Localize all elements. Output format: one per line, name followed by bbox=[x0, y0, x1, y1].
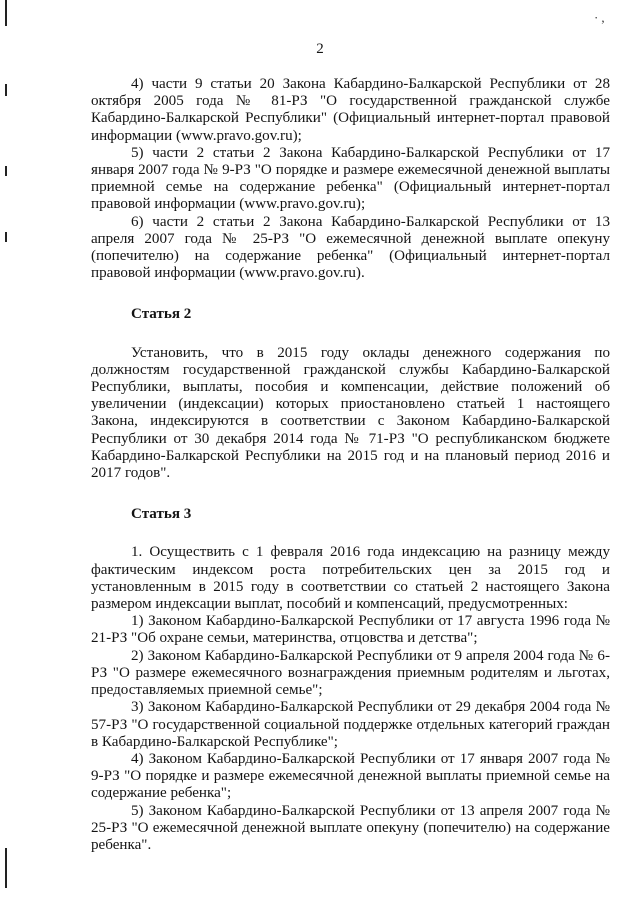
document-body bbox=[91, 76, 610, 854]
article-3-item: 4) Законом Кабардино-Балкарской Республики от 17 января 2007 года № 9-РЗ "О порядке и размере ежемесячной денежной выплаты приемной семье на содержание ребенка"; bbox=[91, 750, 610, 802]
scan-edge-mark bbox=[5, 166, 7, 176]
article-3-item: 3) Законом Кабардино-Балкарской Республики от 29 декабря 2004 года № 57-РЗ "О государственной социальной поддержке отдельных категорий граждан в Кабардино-Балкарской Республике"; bbox=[91, 699, 610, 750]
article-3-item: 5) Законом Кабардино-Балкарской Республики от 13 апреля 2007 года № 25-РЗ "О ежемесячной денежной выплате опекуну (попечителю) на содержание ребенка". bbox=[91, 802, 610, 853]
article-2-heading: Статья 2 bbox=[131, 306, 192, 323]
scan-edge-mark bbox=[5, 848, 7, 888]
scan-edge-mark bbox=[5, 0, 7, 26]
article-3-heading: Статья 3 bbox=[131, 506, 192, 523]
amended-law-item: 6) части 2 статьи 2 Закона Кабардино-Балкарской Республики от 13 апреля 2007 года № 25-РЗ "О ежемесячной денежной выплате опекуну (попечителю) на содержание ребенка" (Официальный интернет-портал правовой информации (www.pravo.gov.ru). bbox=[91, 213, 610, 282]
amended-law-item: 4) части 9 статьи 20 Закона Кабардино-Балкарской Республики от 28 октября 2005 года № 81-РЗ "О государственной гражданской службе Кабардино-Балкарской Республики" (Официальный интернет-портал правовой информации (www.pravo.gov.ru); bbox=[91, 76, 610, 144]
amended-law-item: 5) части 2 статьи 2 Закона Кабардино-Балкарской Республики от 17 января 2007 года № 9-РЗ "О порядке и размере ежемесячной денежной выплаты приемной семье на содержание ребенка" (Официальный интернет-портал правовой информации (www.pravo.gov.ru); bbox=[91, 144, 610, 213]
page-number: 2 bbox=[316, 41, 324, 57]
article-2-text: Установить, что в 2015 году оклады денежного содержания по должностям государственной гражданской службы Кабардино-Балкарской Республики, выплаты, пособия и компенсации, действие положений об увеличении (индексации) которых приостановлено статьей 1 настоящего Закона, индексируются в соответствии с Законом Кабардино-Балкарской Республики от 30 декабря 2014 года № 71-РЗ "О республиканском бюджете Кабардино-Балкарской Республики на 2015 год и на плановый период 2016 и 2017 годов". bbox=[91, 344, 610, 482]
scan-edge-mark bbox=[5, 232, 7, 242]
article-3-intro: 1. Осуществить с 1 февраля 2016 года индексацию на разницу между фактическим индексом роста потребительских цен за 2015 год и установленным в 2015 году в соответствии со статьей 2 настоящего Закона размером индексации выплат, пособий и компенсаций, предусмотренных: bbox=[91, 544, 610, 613]
article-3-item: 2) Законом Кабардино-Балкарской Республики от 9 апреля 2004 года № 6-РЗ "О размере ежемесячного вознаграждения приемным родителям и льготах, предоставляемых приемной семье"; bbox=[91, 647, 610, 699]
article-3-item: 1) Законом Кабардино-Балкарской Республики от 17 августа 1996 года № 21-РЗ "Об охране семьи, материнства, отцовства и детства"; bbox=[91, 613, 610, 647]
corner-scan-mark: ·, bbox=[594, 10, 608, 25]
scan-edge-mark bbox=[5, 84, 7, 96]
